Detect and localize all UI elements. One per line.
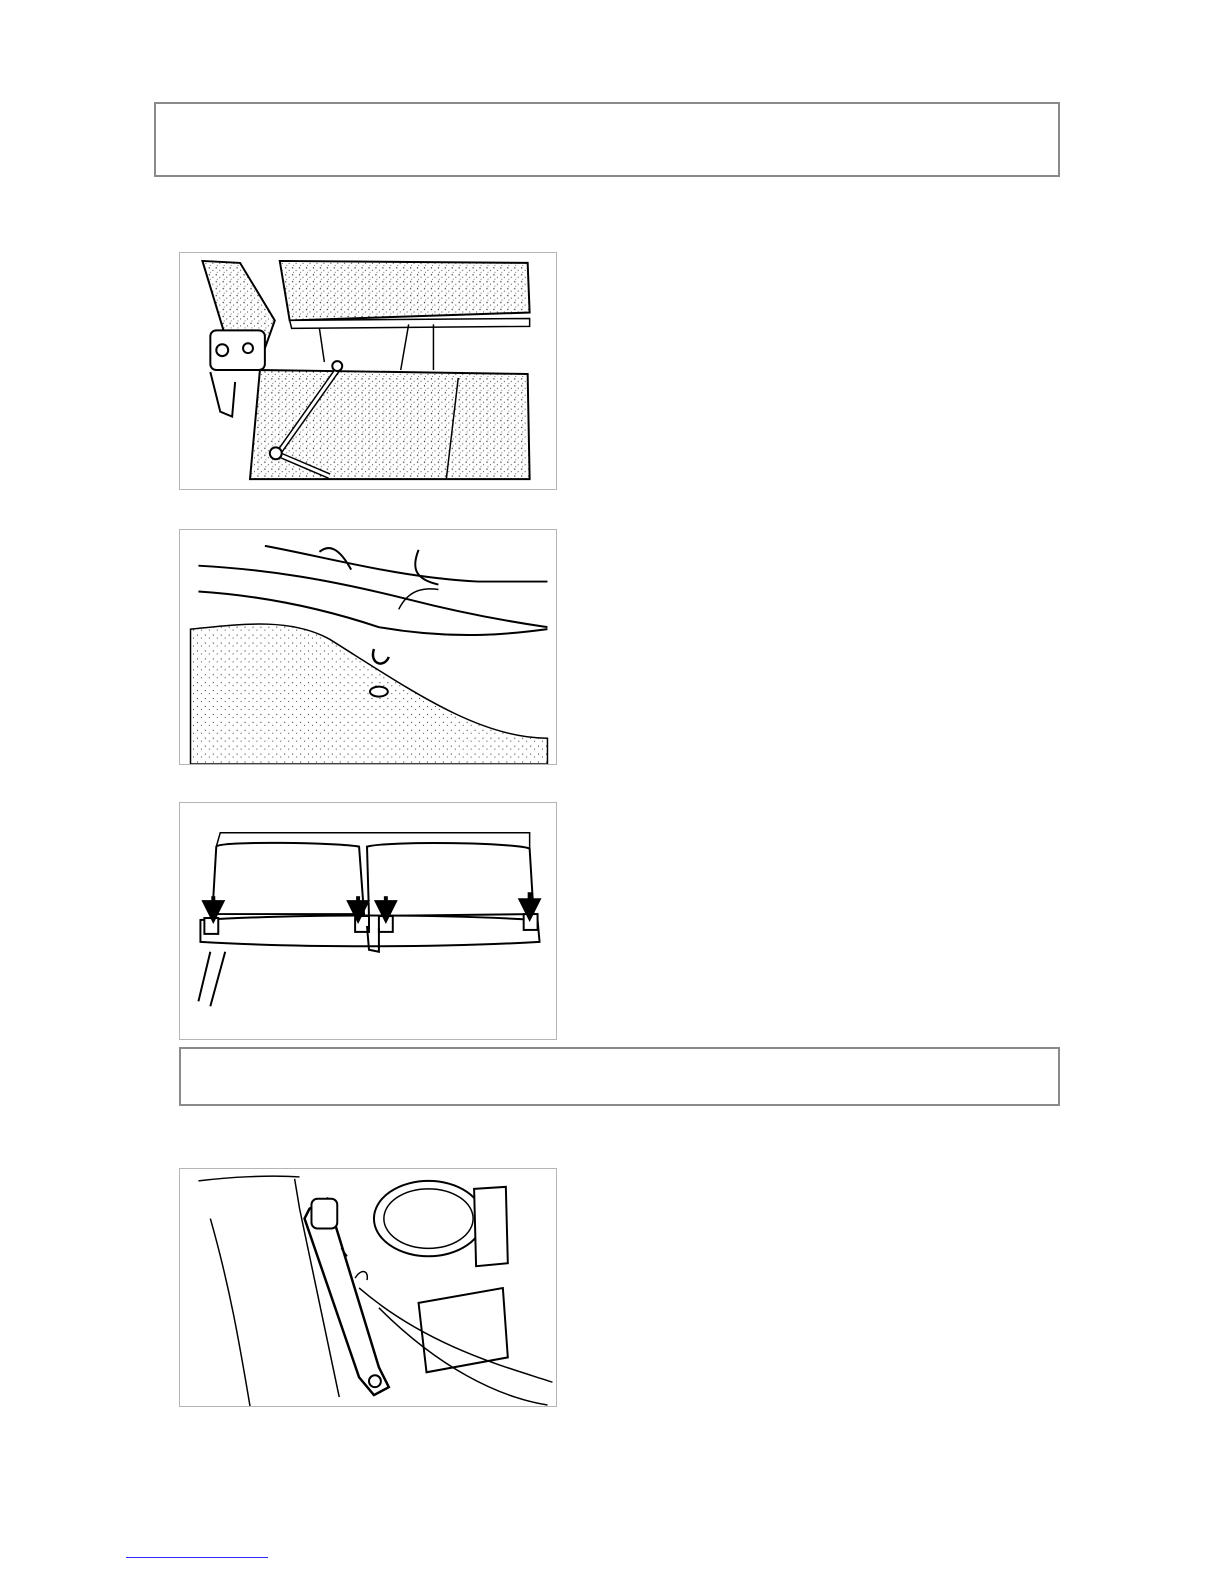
seat-back-drawing <box>180 803 556 1039</box>
figure-1-seat-hinge <box>179 252 557 490</box>
cushion-hook-drawing <box>180 530 556 764</box>
mid-note-box <box>179 1047 1060 1106</box>
figure-3-seat-back-arrows <box>179 802 557 1040</box>
belt-anchor-drawing <box>180 1169 556 1406</box>
footer-link-underline[interactable] <box>126 1557 268 1558</box>
figure-4-belt-anchor <box>179 1168 557 1407</box>
figure-2-cushion-hook <box>179 529 557 765</box>
seat-hinge-drawing <box>180 253 556 489</box>
top-header-box <box>154 102 1060 177</box>
